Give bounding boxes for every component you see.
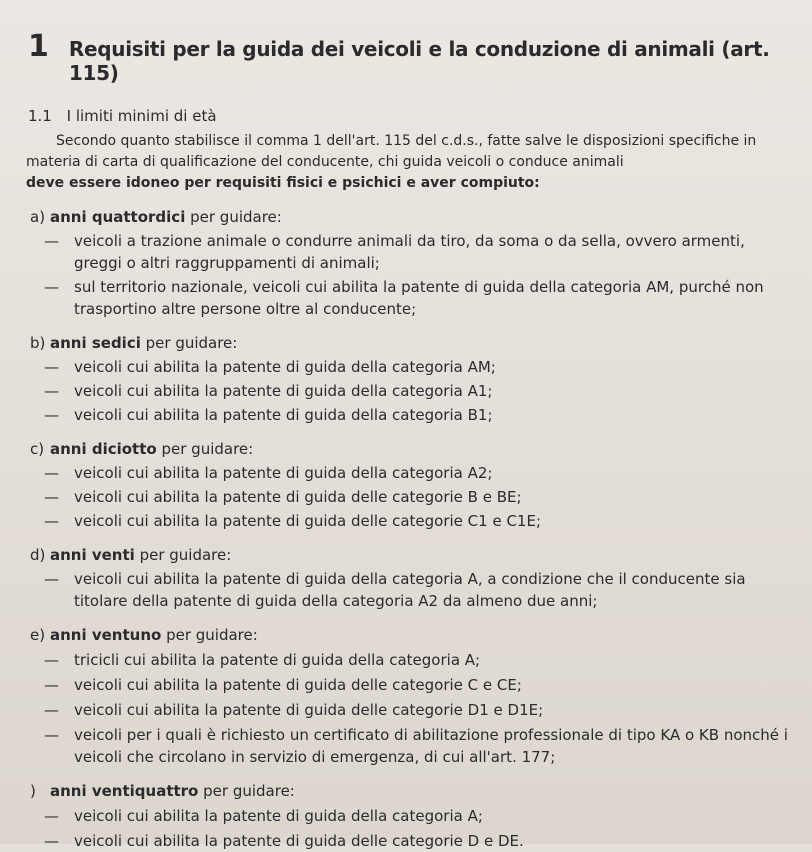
subitem-text: veicoli per i quali è richiesto un certificato di abilitazione professionale di tipo KA o KB nonché i veicoli che circolano in servizio di emergenza, di cui all'art. 177;	[74, 726, 788, 766]
subitem-text: veicoli cui abilita la patente di guida della categoria AM;	[74, 358, 496, 376]
subitem-text: veicoli a trazione animale o condurre animali da tiro, da soma o da sella, ovvero armenti, greggi o altri raggruppamenti di animali;	[74, 232, 745, 272]
subitem-text: veicoli cui abilita la patente di guida della categoria A, a condizione che il conducente sia titolare della patente di guida della categoria A2 da almeno due anni;	[74, 570, 746, 610]
dash-bullet: —	[44, 807, 59, 825]
item-suffix: per guidare:	[198, 782, 295, 800]
requirement-heading	[30, 780, 796, 802]
dash-bullet: —	[44, 701, 59, 719]
requirements-list	[14, 206, 796, 852]
subitem-text: sul territorio nazionale, veicoli cui abilita la patente di guida della categoria AM, purché non trasportino altre persone oltre al conducente;	[74, 278, 764, 318]
item-age: anni sedici	[50, 334, 141, 352]
item-age: anni diciotto	[50, 440, 157, 458]
requirement-subitem	[44, 486, 796, 508]
subitem-text: veicoli cui abilita la patente di guida della categoria A2;	[74, 464, 493, 482]
requirement-item	[14, 780, 796, 852]
requirement-subitem	[44, 230, 796, 274]
dash-bullet: —	[44, 382, 59, 400]
subitem-text: tricicli cui abilita la patente di guida della categoria A;	[74, 651, 481, 669]
item-letter: b)	[30, 334, 46, 352]
requirement-heading	[30, 624, 796, 646]
subitem-text: veicoli cui abilita la patente di guida delle categorie C e CE;	[74, 676, 522, 694]
item-suffix: per guidare:	[185, 208, 282, 226]
requirement-subitem	[44, 724, 796, 768]
subitem-text: veicoli cui abilita la patente di guida della categoria B1;	[74, 406, 493, 424]
section-number: 1.1	[28, 107, 52, 125]
requirement-heading	[30, 206, 796, 228]
item-letter: e)	[30, 626, 46, 644]
subitem-text: veicoli cui abilita la patente di guida della categoria A1;	[74, 382, 493, 400]
subitem-text: veicoli cui abilita la patente di guida delle categorie B e BE;	[74, 488, 522, 506]
dash-bullet: —	[44, 512, 59, 530]
requirement-heading	[30, 544, 796, 566]
dash-bullet: —	[44, 464, 59, 482]
intro-text: Secondo quanto stabilisce il comma 1 dell'art. 115 del c.d.s., fatte salve le disposizioni specifiche in materia di carta di qualificazione del conducente, chi guida veicoli o conduce animali	[26, 133, 757, 170]
requirement-subitem	[44, 830, 796, 852]
dash-bullet: —	[44, 406, 59, 424]
chapter-number: 1	[28, 29, 49, 64]
item-letter: a)	[30, 208, 46, 226]
requirement-item	[14, 438, 796, 532]
item-letter: )	[30, 782, 36, 800]
chapter-title: Requisiti per la guida dei veicoli e la conduzione di animali (art. 115)	[68, 37, 770, 85]
requirement-item	[14, 624, 796, 768]
requirement-subitem	[44, 510, 796, 532]
requirement-item	[14, 206, 796, 320]
section-heading	[28, 107, 796, 125]
requirement-subitem	[44, 805, 796, 827]
item-suffix: per guidare:	[156, 440, 254, 458]
chapter-heading	[28, 29, 796, 85]
item-letter: c)	[30, 440, 45, 458]
requirement-subitem	[44, 404, 796, 426]
item-age: anni quattordici	[50, 208, 186, 226]
dash-bullet: —	[44, 726, 59, 744]
item-letter: d)	[30, 546, 46, 564]
item-suffix: per guidare:	[161, 626, 258, 644]
requirement-item	[14, 332, 796, 426]
dash-bullet: —	[44, 358, 59, 376]
requirement-subitem	[44, 276, 796, 320]
item-age: anni ventuno	[50, 626, 162, 644]
item-age: anni venti	[50, 546, 135, 564]
requirement-heading	[30, 332, 796, 354]
item-suffix: per guidare:	[140, 334, 238, 352]
item-suffix: per guidare:	[134, 546, 232, 564]
requirement-item	[14, 544, 796, 612]
requirement-subitem	[44, 462, 796, 484]
dash-bullet: —	[44, 676, 59, 694]
subitem-text: veicoli cui abilita la patente di guida delle categorie C1 e C1E;	[74, 512, 542, 530]
requirement-subitem	[44, 568, 796, 612]
dash-bullet: —	[44, 488, 59, 506]
requirement-subitem	[44, 699, 796, 721]
requirement-subitem	[44, 380, 796, 402]
dash-bullet: —	[44, 832, 59, 850]
intro-paragraph	[26, 131, 796, 194]
subitem-text: veicoli cui abilita la patente di guida delle categorie D1 e D1E;	[74, 701, 544, 719]
subitem-text: veicoli cui abilita la patente di guida della categoria A;	[74, 807, 483, 825]
intro-bold: deve essere idoneo per requisiti fisici e psichici e aver compiuto:	[26, 175, 540, 191]
dash-bullet: —	[44, 232, 59, 250]
section-title: I limiti minimi di età	[66, 107, 217, 125]
requirement-subitem	[44, 649, 796, 671]
requirement-subitem	[44, 674, 796, 696]
subitem-text: veicoli cui abilita la patente di guida delle categorie D e DE.	[74, 832, 524, 850]
dash-bullet: —	[44, 570, 59, 588]
requirement-subitem	[44, 356, 796, 378]
item-age: anni ventiquattro	[50, 782, 199, 800]
dash-bullet: —	[44, 278, 59, 296]
requirement-heading	[30, 438, 796, 460]
dash-bullet: —	[44, 651, 59, 669]
